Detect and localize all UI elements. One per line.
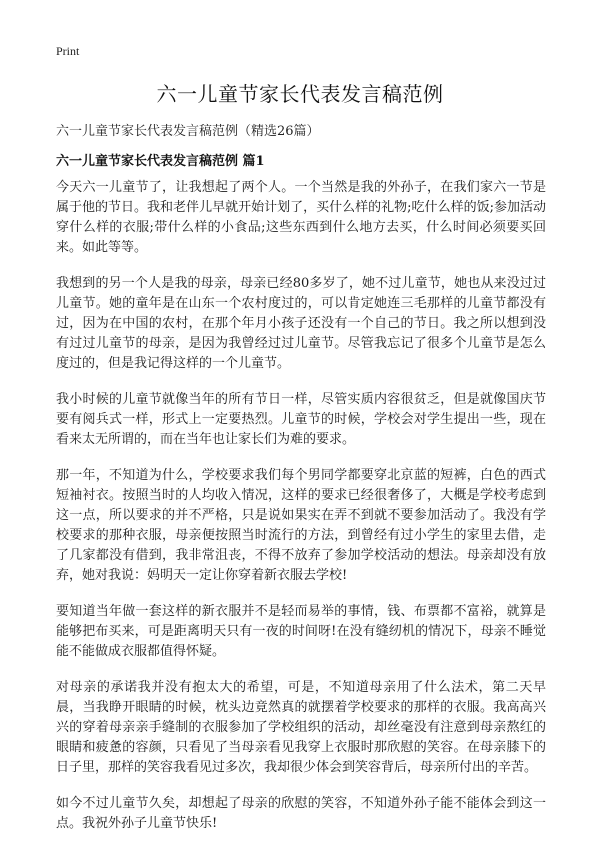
document-subtitle: 六一儿童节家长代表发言稿范例（精选26篇） <box>56 124 320 139</box>
section-heading: 六一儿童节家长代表发言稿范例 篇1 <box>56 154 265 169</box>
paragraph-6: 对母亲的承诺我并没有抱太大的希望，可是，不知道母亲用了什么法术，第二天早晨，当我睁开眼睛的时候，枕头边竟然真的就摆着学校要求的那样的衣服。我高高兴兴的穿着母亲亲手缝制的衣服参加了学校组织的活动，却丝毫没有注意到母亲熬红的眼睛和疲惫的容颜，只看见了当母亲看见我穿上衣服时那欣慰的笑容。在母亲膝下的日子里，那样的笑容我看见过多次，我却很少体会到笑容背后，母亲所付出的辛苦。 <box>56 680 546 775</box>
paragraph-5: 要知道当年做一套这样的新衣服并不是轻而易举的事情，钱、布票都不富裕，就算是能够把布买来，可是距离明天只有一夜的时间呀!在没有缝纫机的情况下，母亲不睡觉能不能做成衣服都值得怀疑。 <box>56 604 546 659</box>
paragraph-3: 我小时候的儿童节就像当年的所有节日一样，尽管实质内容很贫乏，但是就像国庆节要有阅兵式一样，形式上一定要热烈。儿童节的时候，学校会对学生提出一些，现在看来太无所谓的，而在当年也让家长们为难的要求。 <box>56 392 546 447</box>
paragraph-1: 今天六一儿童节了，让我想起了两个人。一个当然是我的外孙子，在我们家六一节是属于他的节日。我和老伴儿早就开始计划了，买什么样的礼物;吃什么样的饭;参加活动穿什么样的衣服;带什么样的小食品;这些东西到什么地方去买，什么时间必须要买回来。如此等等。 <box>56 180 546 255</box>
body-text <box>56 178 546 850</box>
document-title: 六一儿童节家长代表发言稿范例 <box>156 82 444 106</box>
print-link[interactable]: Print <box>56 44 80 58</box>
paragraph-4: 那一年，不知道为什么，学校要求我们每个男同学都要穿北京蓝的短裤，白色的西式短袖衬衣。按照当时的人均收入情况，这样的要求已经很奢侈了，大概是学校考虑到这一点，所以要求的并不严格，只是说如果实在弄不到就不要参加活动了。我没有学校要求的那种衣服，母亲便按照当时流行的方法，到曾经有过小学生的家里去借，走了几家都没有借到，我非常沮丧，不得不放弃了参加学校活动的想法。母亲却没有放弃，她对我说：妈明天一定让你穿着新衣服去学校! <box>56 468 546 583</box>
paragraph-7: 如今不过儿童节久矣，却想起了母亲的欣慰的笑容，不知道外孙子能不能体会到这一点。我祝外孙子儿童节快乐! <box>56 796 546 831</box>
paragraph-2: 我想到的另一个人是我的母亲，母亲已经80多岁了，她不过儿童节，她也从来没过过儿童节。她的童年是在山东一个农村度过的，可以肯定她连三毛那样的儿童节都没有过，因为在中国的农村，在那个年月小孩子还没有一个自己的节日。我之所以想到没有过过儿童节的母亲，是因为我曾经过过儿童节。尽管我忘记了很多个儿童节是怎么度过的，但是我记得这样的一个儿童节。 <box>56 276 546 371</box>
